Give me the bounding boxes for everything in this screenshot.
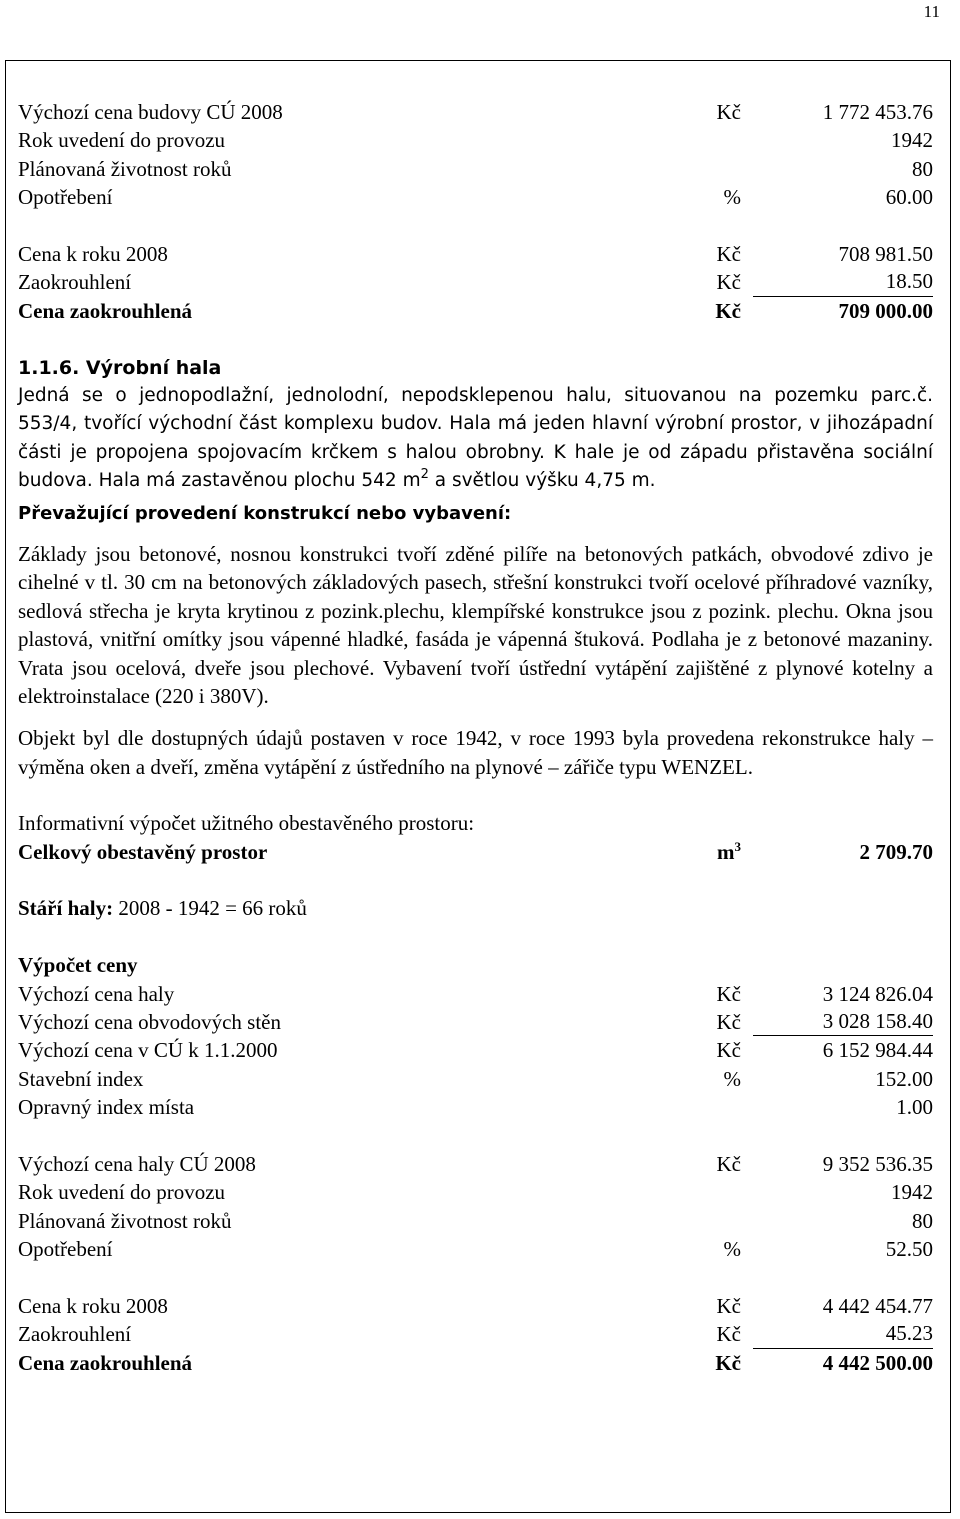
row-value: 709 000.00 xyxy=(838,298,933,323)
row-unit: Kč xyxy=(716,270,741,295)
row-value: 1942 xyxy=(891,128,933,153)
table-row xyxy=(18,1008,933,1036)
description-paragraph xyxy=(18,382,933,496)
row-value: 152.00 xyxy=(875,1066,933,1091)
document-content xyxy=(18,98,933,1377)
row-value: 1 772 453.76 xyxy=(822,100,933,124)
row-unit: % xyxy=(723,1237,741,1262)
volume-info-label: Informativní výpočet užitného obestavěného prostoru: xyxy=(18,811,475,836)
row-value: 6 152 984.44 xyxy=(822,1038,933,1063)
row-label: Cena zaokrouhlená xyxy=(18,1350,193,1375)
row-unit xyxy=(717,838,741,866)
row-unit: % xyxy=(723,185,741,210)
calc-heading xyxy=(18,951,933,979)
row-unit: Kč xyxy=(716,1038,741,1063)
table-row xyxy=(18,240,933,268)
table-row xyxy=(18,1235,933,1263)
age-label: Stáří haly: xyxy=(18,896,114,921)
row-unit: Kč xyxy=(716,1151,741,1176)
row-value: 9 352 536.35 xyxy=(822,1151,933,1176)
history-paragraph: Objekt byl dle dostupných údajů postaven v roce 1942, v roce 1993 byla provedena rekonstrukce haly – výměna oken a dveří, změna vytápění z ústředního na plynové – zářiče typu WENZEL. xyxy=(18,726,933,779)
page-number: 11 xyxy=(923,2,940,21)
row-value: 80 xyxy=(912,156,933,181)
row-label: Zaokrouhlení xyxy=(18,270,132,295)
row-value: 52.50 xyxy=(885,1237,933,1262)
table-row xyxy=(18,126,933,154)
age-text: 2008 - 1942 = 66 roků xyxy=(113,896,307,921)
row-unit: Kč xyxy=(716,981,741,1006)
row-label: Zaokrouhlení xyxy=(18,1322,132,1347)
row-label: Stavební index xyxy=(18,1066,144,1091)
row-unit: % xyxy=(723,1066,741,1091)
row-label: Plánovaná životnost roků xyxy=(18,156,232,181)
construction-paragraph: Základy jsou betonové, nosnou konstrukci tvoří zděné pilíře na betonových patkách, obvodové zdivo je cihelné v tl. 30 cm na betonových základových pasech, střešní konstrukci tvoří ocelové příhradové vazníky, sedlová střecha je kryta krytinou z pozink.plechu, klempířské konstrukce jsou z pozink. plechu. Okna jsou plastová, vnitřní omítky jsou vápenné hladké, fasáda je vápenná štuková. Podlaha je z betonové mazaniny. Vrata jsou ocelová, dveře jsou plechové. Vybavení tvoří ústřední vytápění zajištěné z plynové kotelny a elektroinstalace (220 i 380V). xyxy=(18,541,933,708)
volume-unit-superscript: 3 xyxy=(734,838,741,854)
row-value: 4 442 454.77 xyxy=(822,1293,933,1318)
row-value: 3 028 158.40 xyxy=(753,1008,933,1036)
row-label: Opotřebení xyxy=(18,185,113,210)
row-unit: Kč xyxy=(716,1293,741,1318)
table-row xyxy=(18,155,933,183)
table-row xyxy=(18,1093,933,1121)
table-row xyxy=(18,268,933,296)
row-label: Cena zaokrouhlená xyxy=(18,298,193,323)
table-row xyxy=(18,98,933,126)
construction-heading: Převažující provedení konstrukcí nebo vybavení: xyxy=(18,502,512,524)
table-row xyxy=(18,1320,933,1348)
row-label: Rok uvedení do provozu xyxy=(18,128,226,153)
table-row xyxy=(18,183,933,211)
row-label: Plánovaná životnost roků xyxy=(18,1208,232,1233)
row-value: 45.23 xyxy=(753,1320,933,1348)
row-value: 1942 xyxy=(891,1180,933,1205)
row-value: 2 709.70 xyxy=(859,839,933,864)
row-value: 80 xyxy=(912,1208,933,1233)
row-unit: Kč xyxy=(716,100,741,124)
section-heading: 1.1.6. Výrobní hala xyxy=(18,356,222,379)
row-label: Výchozí cena budovy CÚ 2008 xyxy=(18,100,283,124)
table-row xyxy=(18,1036,933,1064)
table-row xyxy=(18,980,933,1008)
row-label: Výchozí cena haly xyxy=(18,981,175,1006)
description-text-end: a světlou výšku 4,75 m. xyxy=(428,470,656,492)
age-row xyxy=(18,894,933,922)
row-label: Výchozí cena obvodových stěn xyxy=(18,1009,282,1034)
row-value: 3 124 826.04 xyxy=(822,981,933,1006)
row-value: 18.50 xyxy=(753,268,933,296)
row-label: Celkový obestavěný prostor xyxy=(18,839,268,864)
row-value: 708 981.50 xyxy=(838,241,933,266)
row-label: Rok uvedení do provozu xyxy=(18,1180,226,1205)
total-row xyxy=(18,297,933,325)
calc-heading-text: Výpočet ceny xyxy=(18,953,138,978)
volume-unit: m xyxy=(717,839,735,864)
row-label: Výchozí cena haly CÚ 2008 xyxy=(18,1151,256,1176)
table-row xyxy=(18,1065,933,1093)
total-row xyxy=(18,1349,933,1377)
row-unit: Kč xyxy=(715,1350,741,1375)
table-row xyxy=(18,1150,933,1178)
table-row xyxy=(18,1207,933,1235)
volume-row xyxy=(18,838,933,866)
row-label: Cena k roku 2008 xyxy=(18,1293,168,1318)
row-label: Opravný index místa xyxy=(18,1095,195,1120)
row-label: Výchozí cena v CÚ k 1.1.2000 xyxy=(18,1038,278,1063)
row-unit: Kč xyxy=(716,1322,741,1347)
description-text: Jedná se o jednopodlažní, jednolodní, nepodsklepenou halu, situovanou na pozemku parc.č. 553/4, tvořící východní část komplexu budov. Hala má jeden hlavní výrobní prostor, v jihozápadní části je propojena spojovacím krčkem s halou obrobny. K hale je od západu přistavěna sociální budova. Hala má zastavěnou plochu 542 m xyxy=(18,384,933,492)
row-label: Opotřebení xyxy=(18,1237,113,1262)
row-label: Cena k roku 2008 xyxy=(18,241,168,266)
volume-info xyxy=(18,809,933,837)
row-unit: Kč xyxy=(715,298,741,323)
area-superscript: 2 xyxy=(420,467,429,483)
table-row xyxy=(18,1292,933,1320)
row-unit: Kč xyxy=(716,241,741,266)
table-row xyxy=(18,1178,933,1206)
row-unit: Kč xyxy=(716,1009,741,1034)
row-value: 60.00 xyxy=(885,185,933,210)
row-value: 1.00 xyxy=(896,1095,933,1120)
row-value: 4 442 500.00 xyxy=(822,1350,933,1375)
